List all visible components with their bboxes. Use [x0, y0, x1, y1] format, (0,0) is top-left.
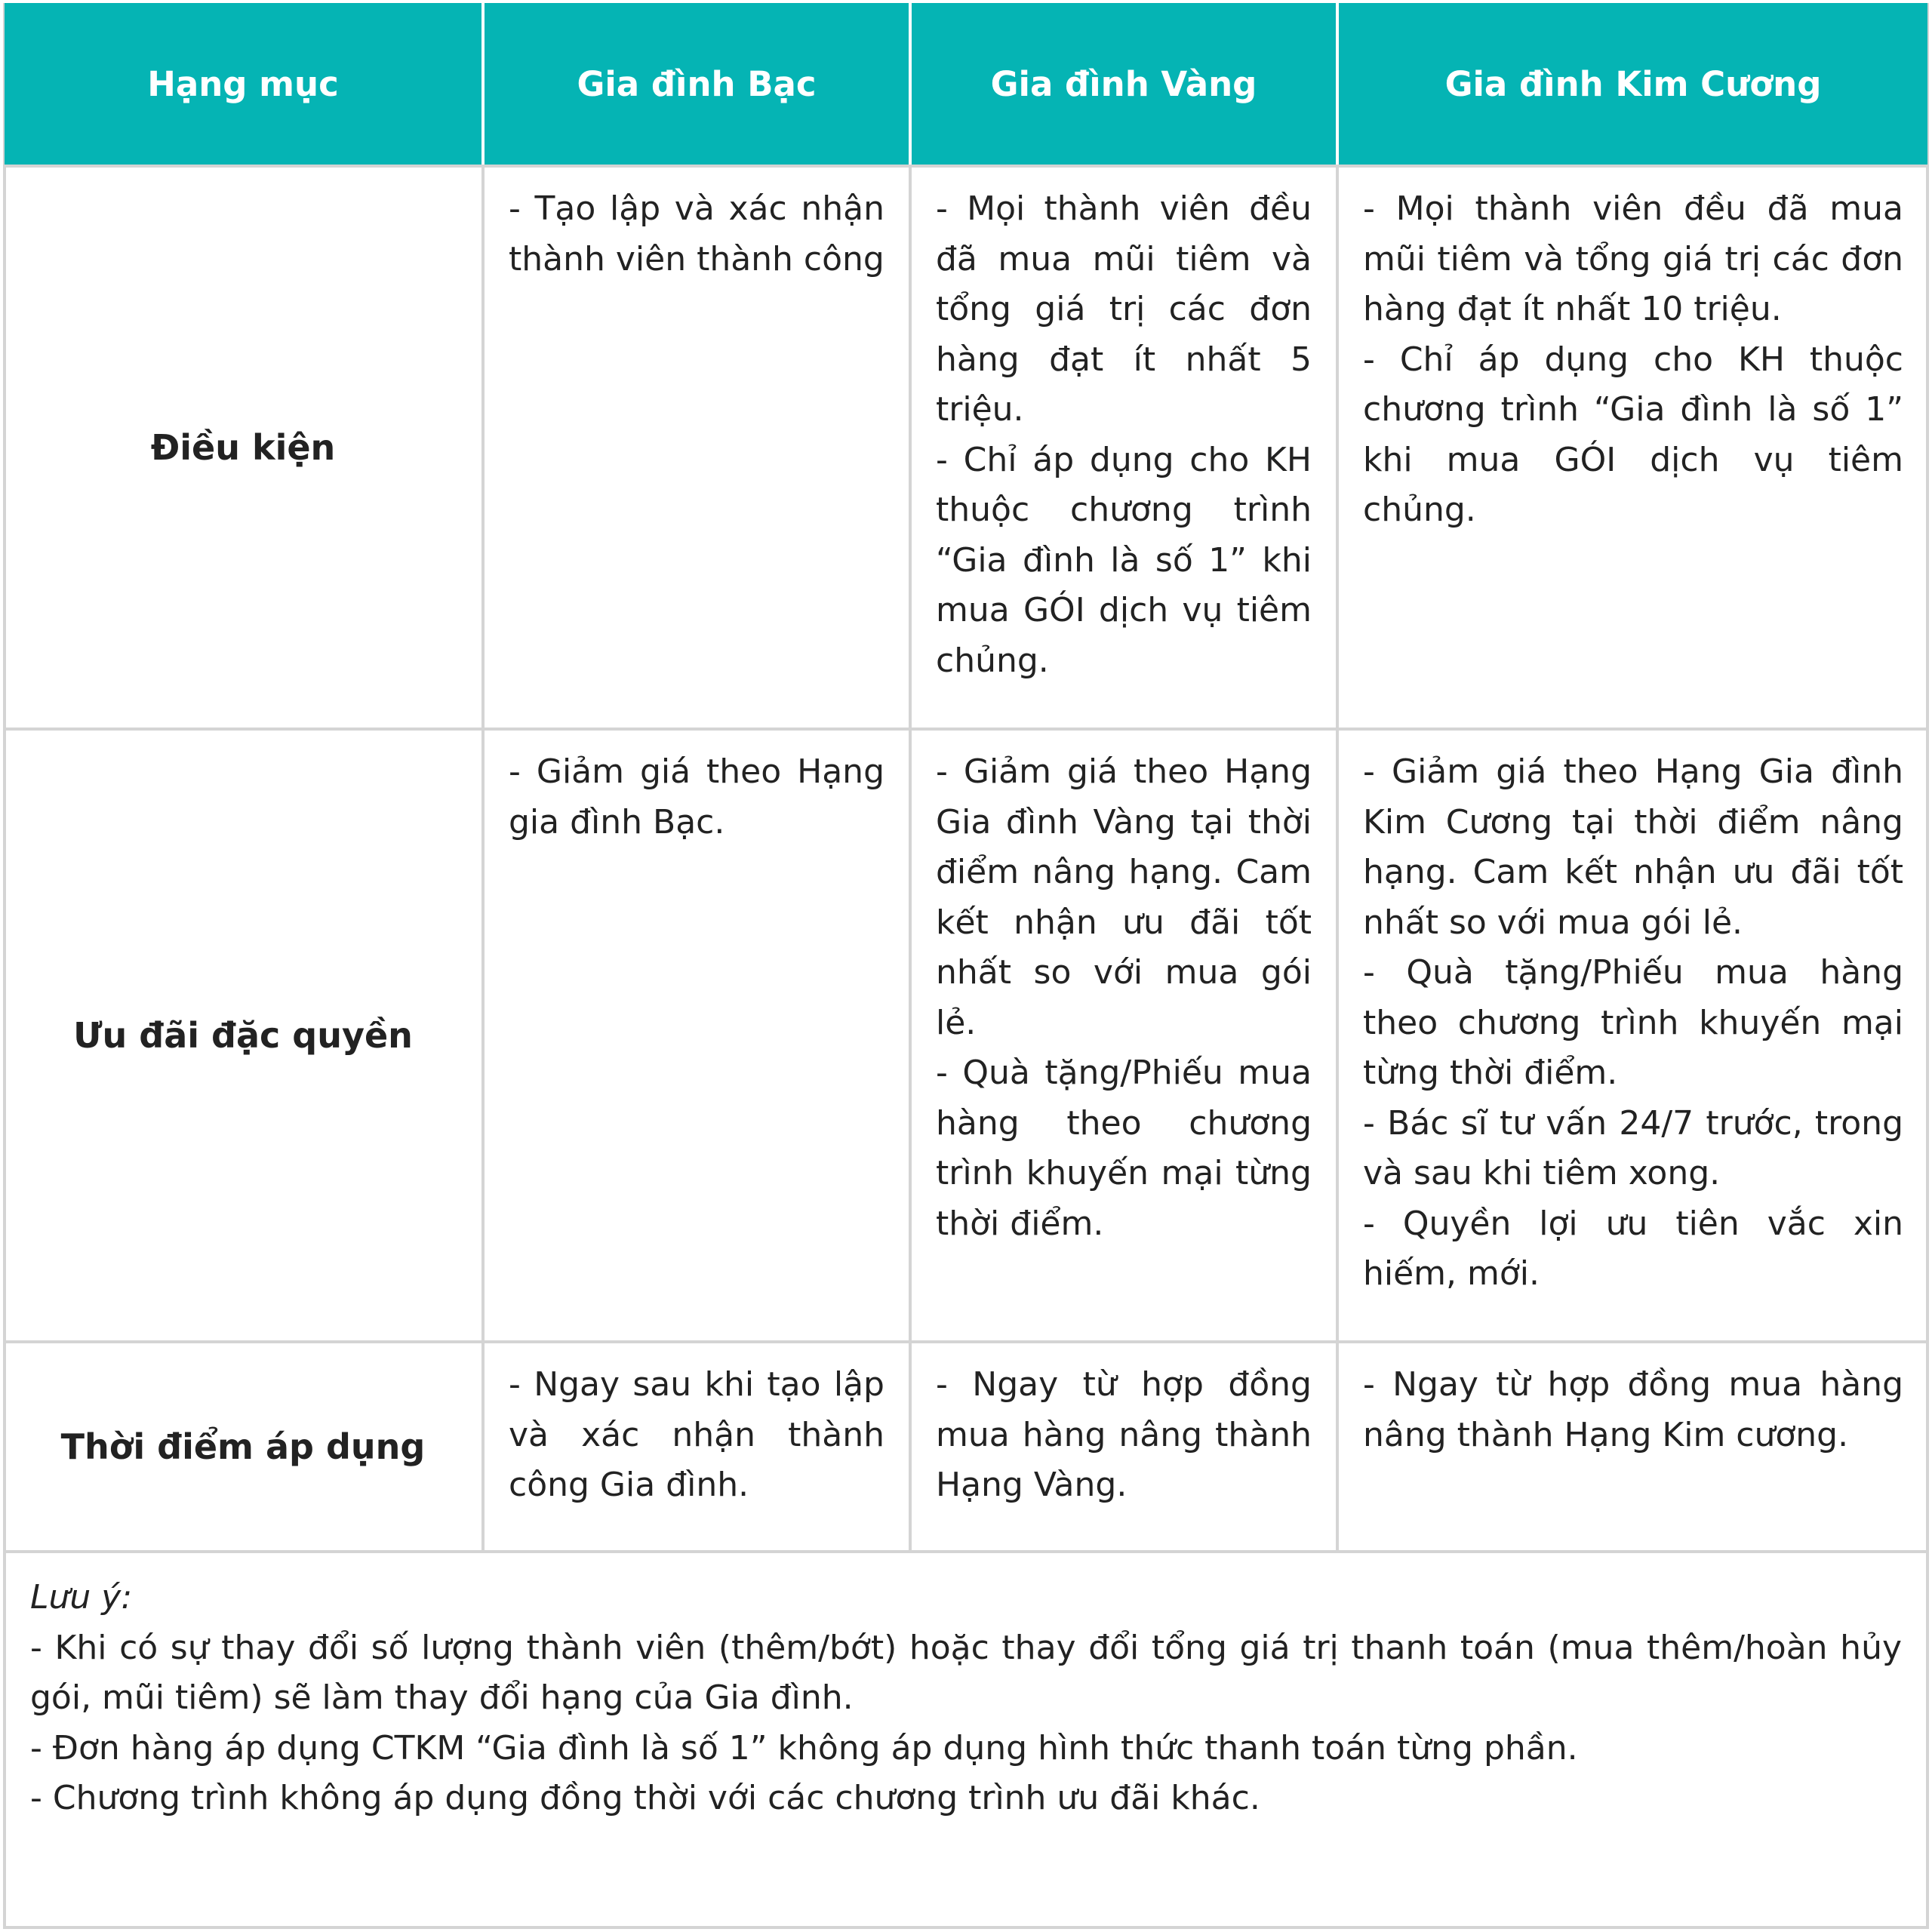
table-row-conditions [5, 166, 1927, 729]
cell-text: - Ngay từ hợp đồng mua hàng nâng thành Hạng Kim cương. [1363, 1365, 1903, 1454]
cell-effective-silver [483, 1342, 910, 1552]
header-category: Hạng mục [5, 3, 483, 166]
cell-conditions-gold [910, 166, 1337, 729]
tier-comparison-table [5, 3, 1927, 1553]
cell-conditions-diamond [1337, 166, 1927, 729]
note-line: - Chương trình không áp dụng đồng thời với các chương trình ưu đãi khác. [30, 1779, 1260, 1817]
membership-tier-document [3, 3, 1929, 1929]
cell-privileges-diamond [1337, 729, 1927, 1342]
cell-text: - Mọi thành viên đều đã mua mũi tiêm và tổng giá trị các đơn hàng đạt ít nhất 10 triệu. [1363, 189, 1903, 328]
row-label-privileges: Ưu đãi đặc quyền [5, 729, 483, 1342]
cell-text: - Ngay sau khi tạo lập và xác nhận thành công Gia đình. [509, 1365, 884, 1504]
cell-effective-gold [910, 1342, 1337, 1552]
cell-conditions-silver [483, 166, 910, 729]
cell-privileges-silver [483, 729, 910, 1342]
notes-title: Lưu ý: [30, 1578, 133, 1617]
cell-text: - Giảm giá theo Hạng gia đình Bạc. [509, 752, 884, 841]
cell-privileges-gold [910, 729, 1337, 1342]
cell-text: - Mọi thành viên đều đã mua mũi tiêm và tổng giá trị các đơn hàng đạt ít nhất 5 triệu. [936, 189, 1312, 429]
cell-text: - Chỉ áp dụng cho KH thuộc chương trình “Gia đình là số 1” khi mua GÓI dịch vụ tiêm chủng. [1363, 340, 1903, 529]
cell-text: - Giảm giá theo Hạng Gia đình Vàng tại thời điểm nâng hạng. Cam kết nhận ưu đãi tốt nhất so với mua gói lẻ. [936, 752, 1312, 1042]
cell-text: - Quà tặng/Phiếu mua hàng theo chương trình khuyến mại từng thời điểm. [936, 1054, 1312, 1243]
cell-effective-diamond [1337, 1342, 1927, 1552]
cell-text: - Chỉ áp dụng cho KH thuộc chương trình “Gia đình là số 1” khi mua GÓI dịch vụ tiêm chủng. [936, 440, 1312, 680]
cell-text: - Quà tặng/Phiếu mua hàng theo chương trình khuyến mại từng thời điểm. [1363, 953, 1903, 1092]
header-silver-family: Gia đình Bạc [483, 3, 910, 166]
table-row-effective-time [5, 1342, 1927, 1552]
cell-text: - Quyền lợi ưu tiên vắc xin hiếm, mới. [1363, 1204, 1903, 1293]
cell-text: - Bác sĩ tư vấn 24/7 trước, trong và sau khi tiêm xong. [1363, 1103, 1903, 1192]
note-line: - Đơn hàng áp dụng CTKM “Gia đình là số 1” không áp dụng hình thức thanh toán từng phần. [30, 1728, 1578, 1767]
note-line: - Khi có sự thay đổi số lượng thành viên (thêm/bớt) hoặc thay đổi tổng giá trị thanh toán (mua thêm/hoàn hủy gói, mũi tiêm) sẽ làm thay đổi hạng của Gia đình. [30, 1628, 1902, 1717]
table-header-row [5, 3, 1927, 166]
notes-section [6, 1553, 1926, 1824]
table-row-privileges [5, 729, 1927, 1342]
cell-text: - Ngay từ hợp đồng mua hàng nâng thành Hạng Vàng. [936, 1365, 1312, 1504]
row-label-conditions: Điều kiện [5, 166, 483, 729]
header-gold-family: Gia đình Vàng [910, 3, 1337, 166]
header-diamond-family: Gia đình Kim Cương [1337, 3, 1927, 166]
row-label-effective-time: Thời điểm áp dụng [5, 1342, 483, 1552]
cell-text: - Giảm giá theo Hạng Gia đình Kim Cương tại thời điểm nâng hạng. Cam kết nhận ưu đãi tốt nhất so với mua gói lẻ. [1363, 752, 1903, 942]
cell-text: - Tạo lập và xác nhận thành viên thành công [509, 189, 884, 278]
